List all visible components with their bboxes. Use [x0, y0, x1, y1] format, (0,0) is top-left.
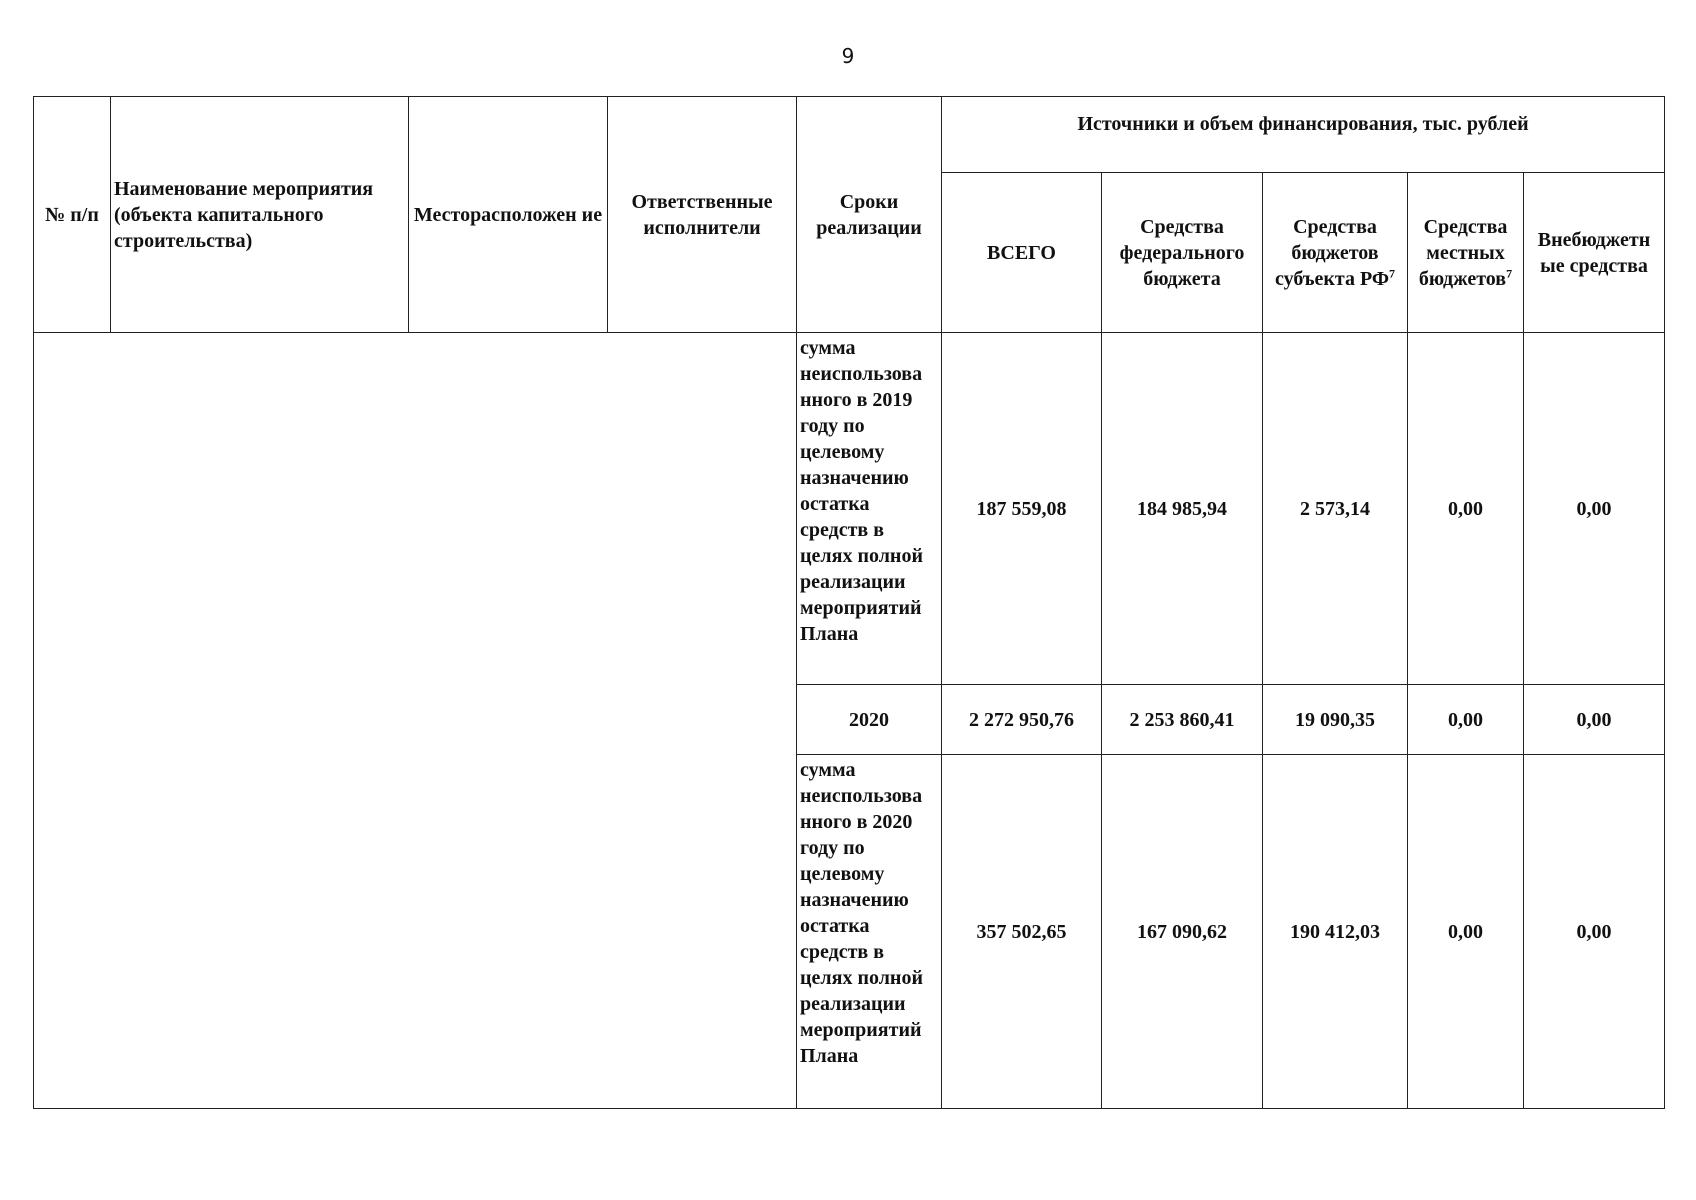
header-period: Сроки реализации: [797, 97, 942, 333]
header-regional-footnote: 7: [1389, 265, 1396, 280]
header-financing-group: Источники и объем финансирования, тыс. рублей: [942, 97, 1665, 173]
row-federal: 2 253 860,41: [1102, 685, 1263, 755]
row-period: сумма неиспользова нного в 2020 году по целевому назначению остатка средств в целях полной реализации мероприятий Плана: [797, 755, 942, 1109]
row-period: 2020: [797, 685, 942, 755]
row-local: 0,00: [1408, 685, 1524, 755]
row-total: 187 559,08: [942, 333, 1102, 685]
row-total: 357 502,65: [942, 755, 1102, 1109]
merged-empty-cell: [34, 333, 797, 1109]
row-extrabudget: 0,00: [1524, 333, 1665, 685]
header-row-1: [34, 97, 1665, 173]
header-federal: Средства федерального бюджета: [1102, 173, 1263, 333]
row-regional: 190 412,03: [1263, 755, 1408, 1109]
header-extrabudget: Внебюджетн ые средства: [1524, 173, 1665, 333]
header-num: № п/п: [34, 97, 111, 333]
row-total: 2 272 950,76: [942, 685, 1102, 755]
row-regional: 2 573,14: [1263, 333, 1408, 685]
header-local: [1408, 173, 1524, 333]
header-responsible: Ответственные исполнители: [608, 97, 797, 333]
row-regional: 19 090,35: [1263, 685, 1408, 755]
header-local-footnote: 7: [1506, 265, 1513, 280]
page-number: 9: [841, 44, 855, 68]
row-local: 0,00: [1408, 333, 1524, 685]
header-total: ВСЕГО: [942, 173, 1102, 333]
header-location: Месторасположен ие: [409, 97, 608, 333]
financing-table: [33, 96, 1665, 1109]
header-name: Наименование мероприятия (объекта капитального строительства): [111, 97, 409, 333]
row-federal: 184 985,94: [1102, 333, 1263, 685]
header-regional: [1263, 173, 1408, 333]
row-period: сумма неиспользова нного в 2019 году по целевому назначению остатка средств в целях полной реализации мероприятий Плана: [797, 333, 942, 685]
row-federal: 167 090,62: [1102, 755, 1263, 1109]
header-regional-label: Средства бюджетов субъекта РФ: [1274, 215, 1390, 290]
header-local-label: Средства местных бюджетов: [1418, 215, 1508, 290]
row-extrabudget: 0,00: [1524, 685, 1665, 755]
table-row: [34, 333, 1665, 685]
row-extrabudget: 0,00: [1524, 755, 1665, 1109]
row-local: 0,00: [1408, 755, 1524, 1109]
